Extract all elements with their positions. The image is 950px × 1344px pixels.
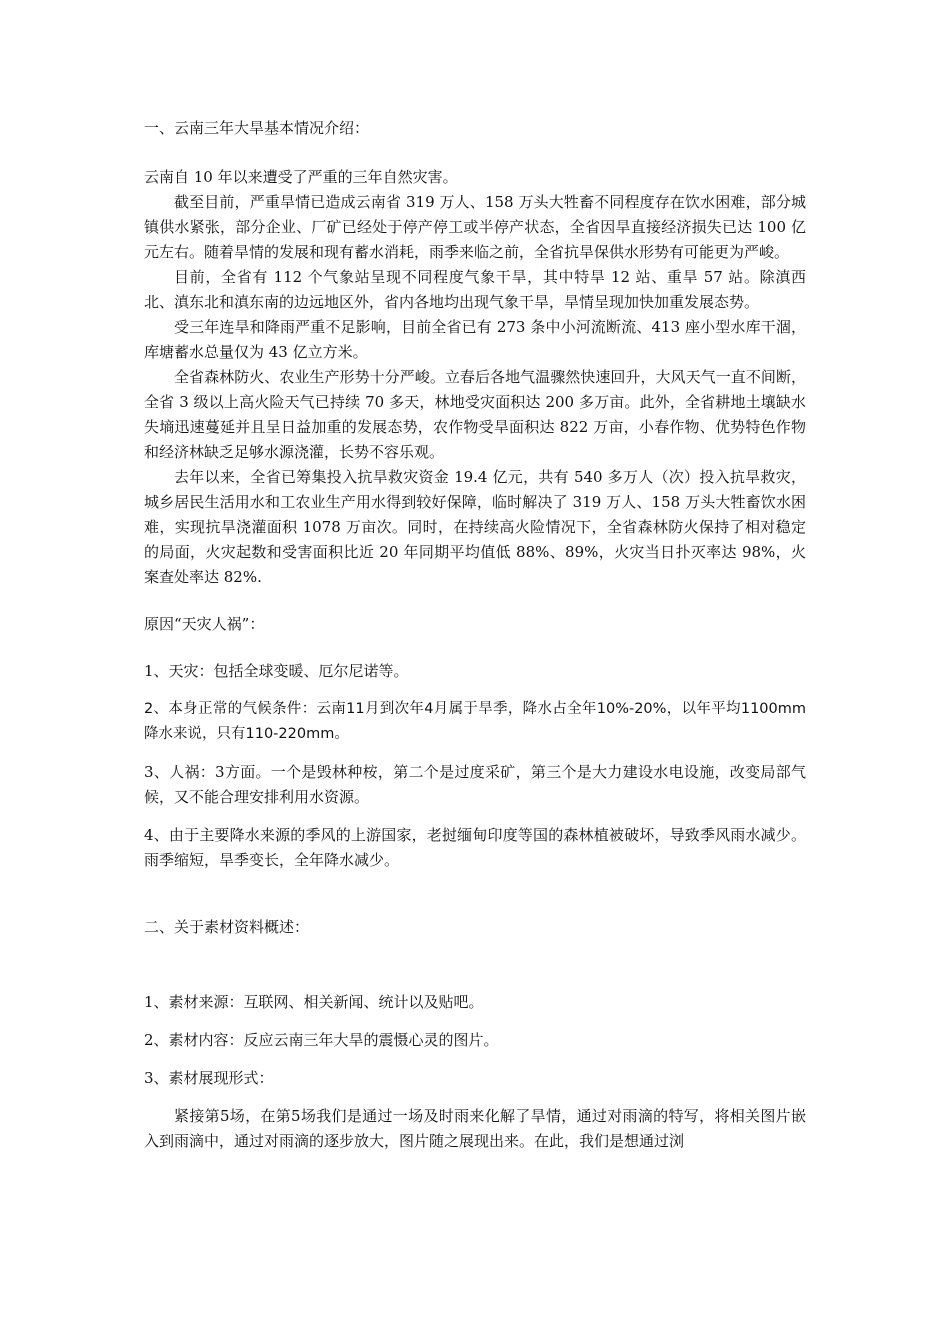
cause-item: 4、由于主要降水来源的季风的上游国家，老挝缅甸印度等国的森林植被破坏，导致季风雨水减少。雨季缩短，旱季变长，全年降水减少。 bbox=[144, 826, 806, 869]
paragraph: 目前，全省有 112 个气象站呈现不同程度气象干旱，其中特旱 12 站、重旱 57 站。除滇西北、滇东北和滇东南的边远地区外，省内各地均出现气象干旱，旱情呈现加快加重发展态势。 bbox=[144, 268, 806, 311]
material-item: 3、素材展现形式： bbox=[144, 1069, 274, 1087]
paragraph: 紧接第5场，在第5场我们是通过一场及时雨来化解了旱情，通过对雨滴的特写，将相关图片嵌入到雨滴中，通过对雨滴的逐步放大，图片随之展现出来。在此，我们是想通过浏 bbox=[144, 1107, 806, 1150]
causes-title: 原因“天灾人祸”： bbox=[144, 615, 265, 633]
spacer bbox=[144, 940, 806, 990]
material-item: 1、素材来源：互联网、相关新闻、统计以及贴吧。 bbox=[144, 993, 484, 1011]
paragraph: 截至目前，严重旱情已造成云南省 319 万人、158 万头大牲畜不同程度存在饮水困难，部分城镇供水紧张，部分企业、厂矿已经处于停产停工或半停产状态，全省因旱直接经济损失已达 100 亿元左右。随着旱情的发展和现有蓄水消耗，雨季来临之前，全省抗旱保供水形势有可能更为严峻。 bbox=[144, 193, 806, 261]
cause-item: 3、人祸：3方面。一个是毁林种桉，第二个是过度采矿，第三个是大力建设水电设施，改变局部气候，又不能合理安排利用水资源。 bbox=[144, 763, 806, 806]
section-1-intro: 云南自 10 年以来遭受了严重的三年自然灾害。 bbox=[144, 168, 458, 186]
cause-item: 1、天灾：包括全球变暖、厄尔尼诺等。 bbox=[144, 662, 409, 680]
paragraph: 去年以来，全省已筹集投入抗旱救灾资金 19.4 亿元，共有 540 多万人（次）投入抗旱救灾，城乡居民生活用水和工农业生产用水得到较好保障，临时解决了 319 万人、158 万头大牲畜饮水困难，实现抗旱浇灌面积 1078 万亩次。同时，在持续高火险情况下，全省森林防火保持了相对稳定的局面，火灾起数和受害面积比近 20 年同期平均值低 88%、89%，火灾当日扑灭率达 98%，火案查处率达 82%. bbox=[144, 468, 806, 586]
paragraph: 全省森林防火、农业生产形势十分严峻。立春后各地气温骤然快速回升，大风天气一直不间断，全省 3 级以上高火险天气已持续 70 多天，林地受灾面积达 200 多万亩。此外，全省耕地土壤缺水失墒迅速蔓延并且呈日益加重的发展态势，农作物受旱面积达 822 万亩，小春作物、优势特色作物和经济林缺乏足够水源浇灌，长势不容乐观。 bbox=[144, 368, 806, 461]
cause-item: 2、本身正常的气候条件：云南11月到次年4月属于旱季，降水占全年10%-20%，以年平均1100mm 降水来说，只有110-220mm。 bbox=[144, 701, 806, 742]
section-2-heading: 二、关于素材资料概述： bbox=[144, 918, 310, 936]
document-content bbox=[144, 116, 806, 1154]
section-1-heading: 一、云南三年大旱基本情况介绍： bbox=[144, 119, 370, 137]
material-item: 2、素材内容：反应云南三年大旱的震慑心灵的图片。 bbox=[144, 1031, 499, 1049]
paragraph: 受三年连旱和降雨严重不足影响，目前全省已有 273 条中小河流断流、413 座小型水库干涸，库塘蓄水总量仅为 43 亿立方米。 bbox=[144, 318, 806, 361]
